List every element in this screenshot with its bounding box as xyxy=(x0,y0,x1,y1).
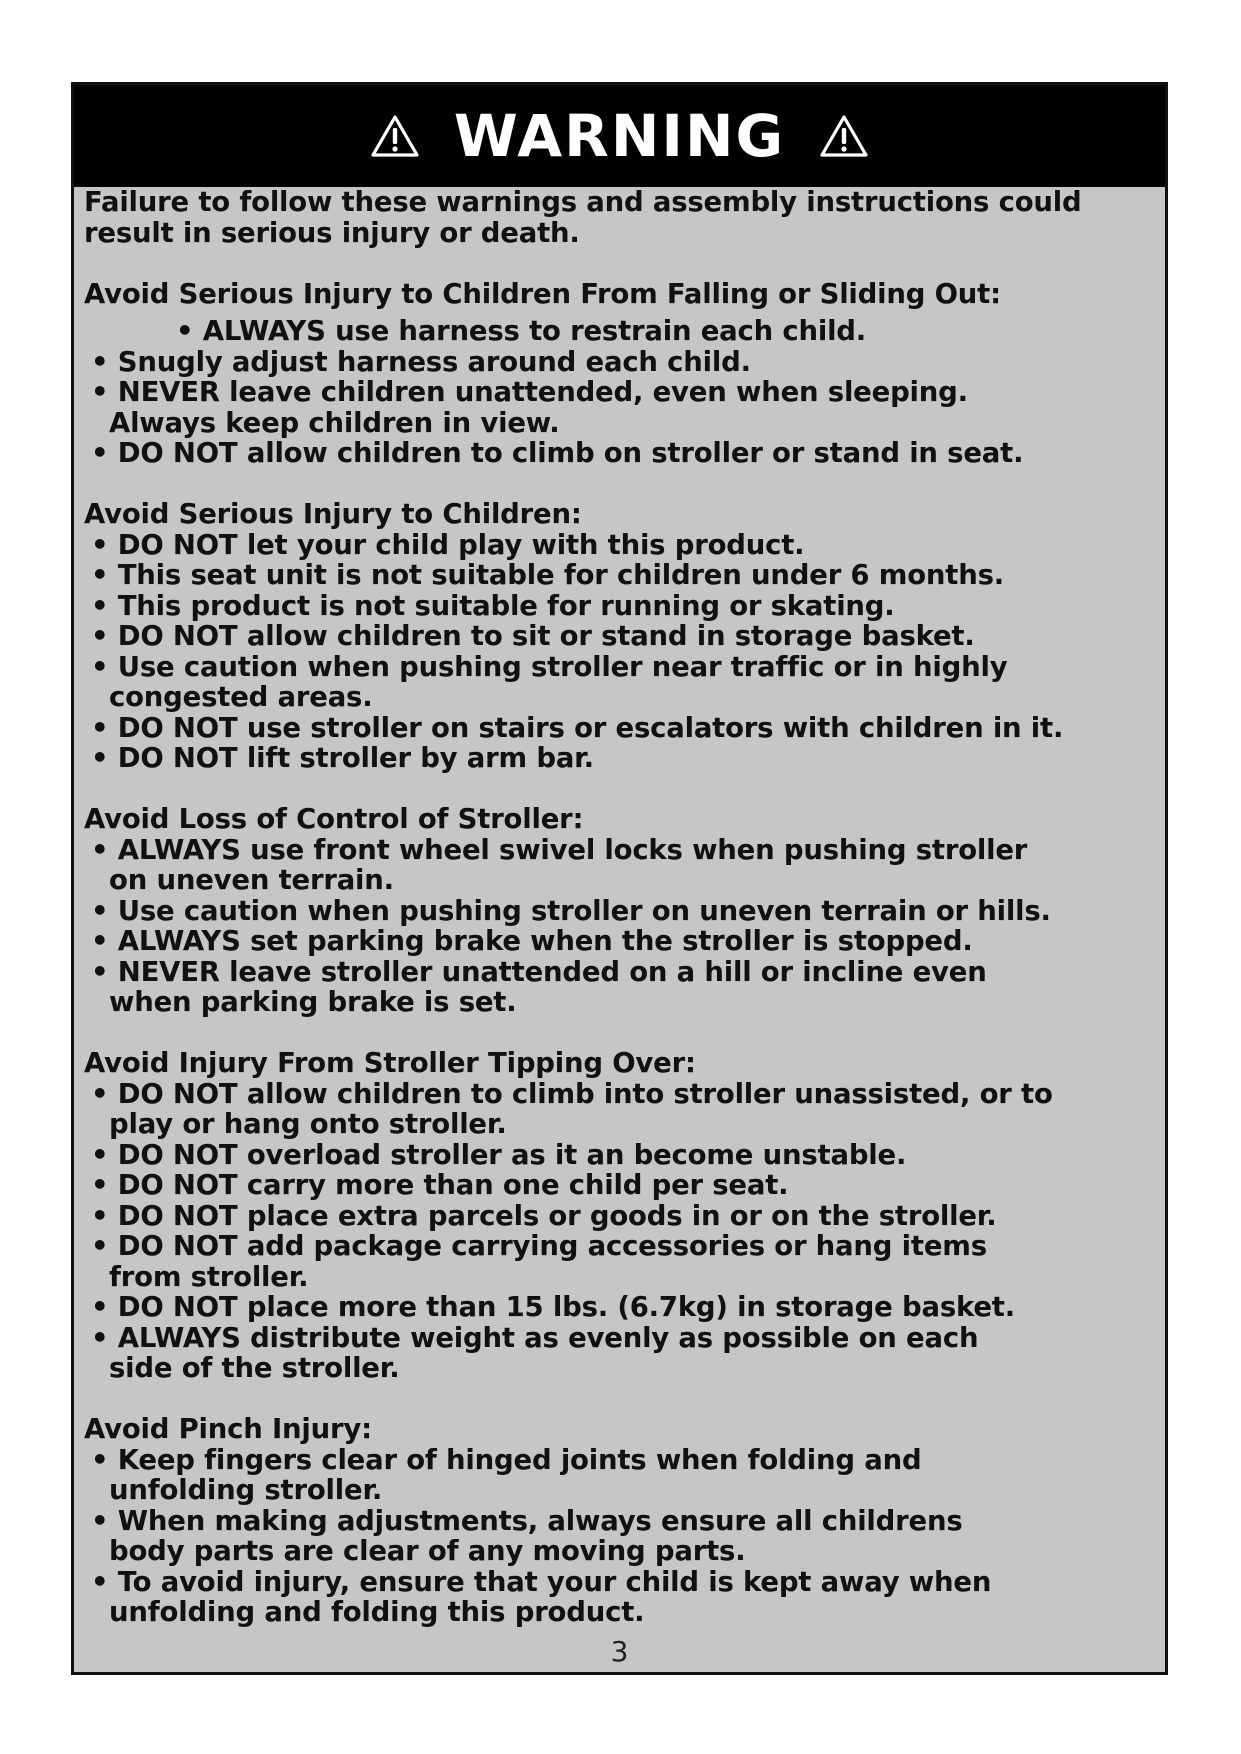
list-item-continuation: body parts are clear of any moving parts. xyxy=(109,1535,746,1567)
list-item: • Use caution when pushing stroller near traffic or in highly xyxy=(91,650,1008,683)
list-item: • DO NOT allow children to climb into stroller unassisted, or to xyxy=(91,1077,1053,1110)
list-item: • ALWAYS distribute weight as evenly as possible on each xyxy=(91,1321,979,1354)
section-heading: Avoid Loss of Control of Stroller: xyxy=(84,803,584,835)
list-item: • DO NOT overload stroller as it an become unstable. xyxy=(91,1138,907,1171)
warning-banner xyxy=(74,85,1165,187)
list-item: • NEVER leave children unattended, even when sleeping. xyxy=(91,376,968,408)
list-item: • DO NOT allow children to climb on stroller or stand in seat. xyxy=(91,437,1024,469)
section-heading: Avoid Pinch Injury: xyxy=(84,1413,372,1445)
list-item-continuation: unfolding and folding this product. xyxy=(109,1596,645,1628)
list-item: • DO NOT place more than 15 lbs. (6.7kg) in storage basket. xyxy=(91,1291,1015,1323)
warning-content xyxy=(84,187,1155,1628)
list-item-continuation: from stroller. xyxy=(109,1260,309,1293)
banner-title: WARNING xyxy=(453,102,786,170)
list-item: • Keep fingers clear of hinged joints when folding and xyxy=(91,1443,922,1476)
list-item-continuation: when parking brake is set. xyxy=(109,986,517,1018)
list-item: • Use caution when pushing stroller on uneven terrain or hills. xyxy=(91,894,1051,927)
list-item: • DO NOT allow children to sit or stand in storage basket. xyxy=(91,620,975,652)
list-item: • ALWAYS use front wheel swivel locks when pushing stroller xyxy=(91,833,1028,866)
list-item: • DO NOT use stroller on stairs or escalators with children in it. xyxy=(91,711,1064,744)
list-item: • DO NOT place extra parcels or goods in or on the stroller. xyxy=(91,1199,997,1232)
list-item: • This seat unit is not suitable for children under 6 months. xyxy=(91,559,1004,591)
list-item-continuation: Always keep children in view. xyxy=(109,406,560,439)
intro-paragraph xyxy=(84,187,1155,248)
list-item: • DO NOT lift stroller by arm bar. xyxy=(91,742,594,774)
warning-triangle-icon xyxy=(819,113,869,159)
list-item: • DO NOT add package carrying accessories or hang items xyxy=(91,1230,987,1262)
list-item-continuation: play or hang onto stroller. xyxy=(109,1108,507,1140)
intro-line: Failure to follow these warnings and assembly instructions could xyxy=(84,186,1082,218)
list-item: • When making adjustments, always ensure all childrens xyxy=(91,1504,963,1537)
list-item: • DO NOT carry more than one child per seat. xyxy=(91,1169,789,1201)
list-item-continuation: on uneven terrain. xyxy=(109,864,394,896)
section-heading: Avoid Serious Injury to Children: xyxy=(84,498,582,530)
section-heading: Avoid Injury From Stroller Tipping Over: xyxy=(84,1047,696,1079)
list-item: • ALWAYS set parking brake when the stroller is stopped. xyxy=(91,925,973,957)
list-item: • DO NOT let your child play with this product. xyxy=(91,528,805,561)
page-number: 3 xyxy=(610,1635,629,1668)
list-item: • To avoid injury, ensure that your child is kept away when xyxy=(91,1565,992,1598)
list-item-continuation: side of the stroller. xyxy=(109,1352,400,1384)
section-heading: Avoid Serious Injury to Children From Falling or Sliding Out: xyxy=(84,277,1001,310)
list-item: • This product is not suitable for running or skating. xyxy=(91,589,895,622)
intro-line: result in serious injury or death. xyxy=(84,216,580,249)
list-item: • Snugly adjust harness around each child. xyxy=(91,345,751,378)
list-item-continuation: unfolding stroller. xyxy=(109,1474,383,1506)
list-item-continuation: congested areas. xyxy=(109,681,373,713)
list-item: • NEVER leave stroller unattended on a hill or incline even xyxy=(91,955,987,988)
warning-panel xyxy=(71,82,1168,1675)
list-item: • ALWAYS use harness to restrain each child. xyxy=(176,315,867,347)
warning-triangle-icon xyxy=(370,113,420,159)
